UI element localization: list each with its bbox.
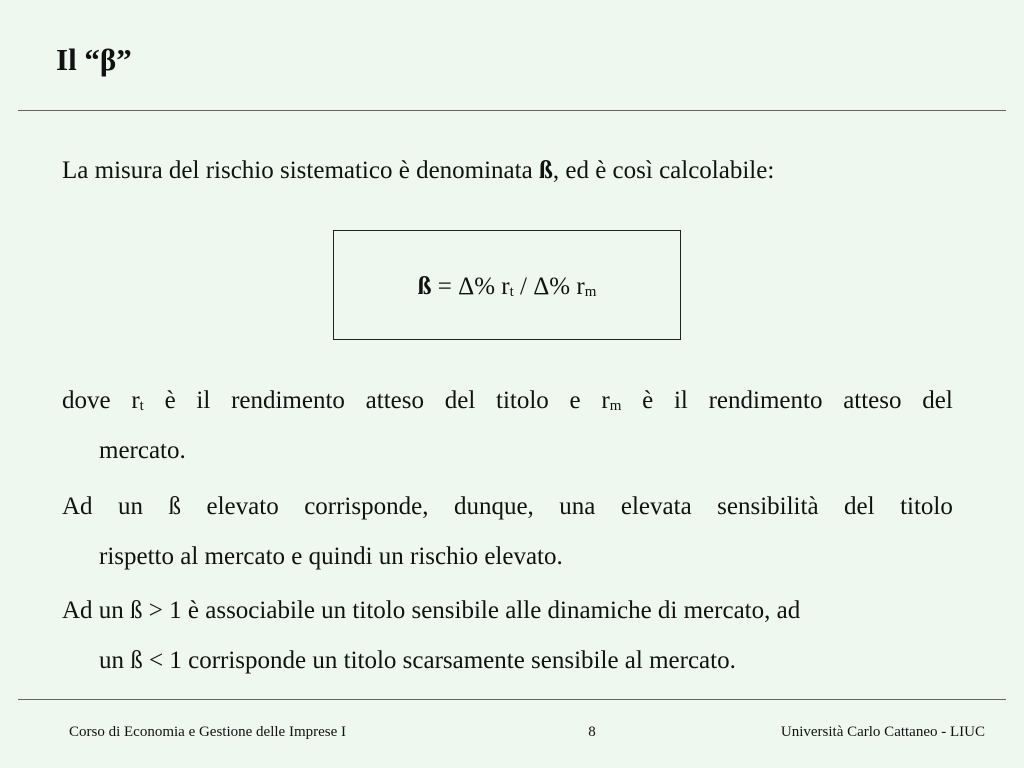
definition-word: del bbox=[922, 387, 953, 414]
high-beta-word: sensibilità bbox=[717, 493, 819, 520]
high-beta-word: elevata bbox=[620, 493, 692, 520]
definition-word: il bbox=[673, 387, 688, 414]
definition-line-1 bbox=[62, 376, 953, 426]
beta-formula bbox=[418, 273, 597, 301]
slide-title: Il “β” bbox=[56, 42, 132, 77]
intro-text-after: , ed è così calcolabile: bbox=[552, 157, 775, 184]
definition-subscript-m: m bbox=[609, 398, 622, 414]
high-beta-word: elevato bbox=[206, 493, 279, 520]
intro-text-before: La misura del rischio sistematico è denominata bbox=[62, 157, 539, 184]
definition-word-rm bbox=[601, 376, 621, 426]
high-beta-word: del bbox=[844, 493, 875, 520]
definition-word: è bbox=[164, 387, 176, 414]
high-beta-word: ß bbox=[168, 493, 182, 520]
high-beta-word: corrisponde, bbox=[304, 493, 429, 520]
definition-word: del bbox=[444, 387, 476, 414]
high-beta-word: un bbox=[118, 493, 144, 520]
intro-beta-symbol: ß bbox=[538, 157, 553, 184]
intro-text bbox=[62, 155, 774, 187]
definition-word: atteso bbox=[365, 387, 424, 414]
page-number: 8 bbox=[588, 724, 596, 740]
bottom-divider bbox=[18, 699, 1006, 700]
high-beta-line-2: rispetto al mercato e quindi un rischio elevato. bbox=[99, 543, 563, 570]
beta-comparison-line-1: Ad un ß > 1 è associabile un titolo sensibile alle dinamiche di mercato, ad bbox=[62, 597, 801, 624]
formula-expression-1: = Δ% r bbox=[431, 273, 510, 300]
high-beta-paragraph bbox=[62, 482, 953, 582]
formula-subscript-t: t bbox=[509, 284, 514, 300]
high-beta-word: una bbox=[559, 493, 596, 520]
high-beta-word: titolo bbox=[900, 493, 953, 520]
beta-comparison-paragraph bbox=[62, 586, 953, 686]
definition-r: r bbox=[131, 387, 140, 414]
formula-expression-2: / Δ% r bbox=[513, 273, 585, 300]
definition-word: è bbox=[642, 387, 654, 414]
course-name: Corso di Economia e Gestione delle Imprese I bbox=[69, 724, 347, 740]
top-divider bbox=[18, 110, 1006, 111]
formula-beta-symbol: ß bbox=[417, 273, 432, 300]
definition-r: r bbox=[601, 387, 610, 414]
definition-word: atteso bbox=[843, 387, 902, 414]
formula-box bbox=[333, 230, 681, 340]
definition-word: rendimento bbox=[231, 387, 345, 414]
definition-line-2: mercato. bbox=[99, 437, 186, 464]
definition-paragraph bbox=[62, 376, 953, 476]
high-beta-line-1 bbox=[62, 482, 953, 532]
high-beta-word: dunque, bbox=[453, 493, 534, 520]
definition-word: il bbox=[196, 387, 211, 414]
definition-word: e bbox=[569, 387, 581, 414]
definition-word-rt bbox=[131, 376, 144, 426]
high-beta-word: Ad bbox=[62, 493, 93, 520]
definition-subscript-t: t bbox=[139, 398, 144, 414]
university-name: Università Carlo Cattaneo - LIUC bbox=[780, 724, 985, 740]
definition-word: rendimento bbox=[708, 387, 823, 414]
definition-word: titolo bbox=[496, 387, 549, 414]
formula-subscript-m: m bbox=[584, 284, 597, 300]
definition-word: dove bbox=[62, 387, 111, 414]
beta-comparison-line-2: un ß < 1 corrisponde un titolo scarsamente sensibile al mercato. bbox=[99, 647, 736, 674]
